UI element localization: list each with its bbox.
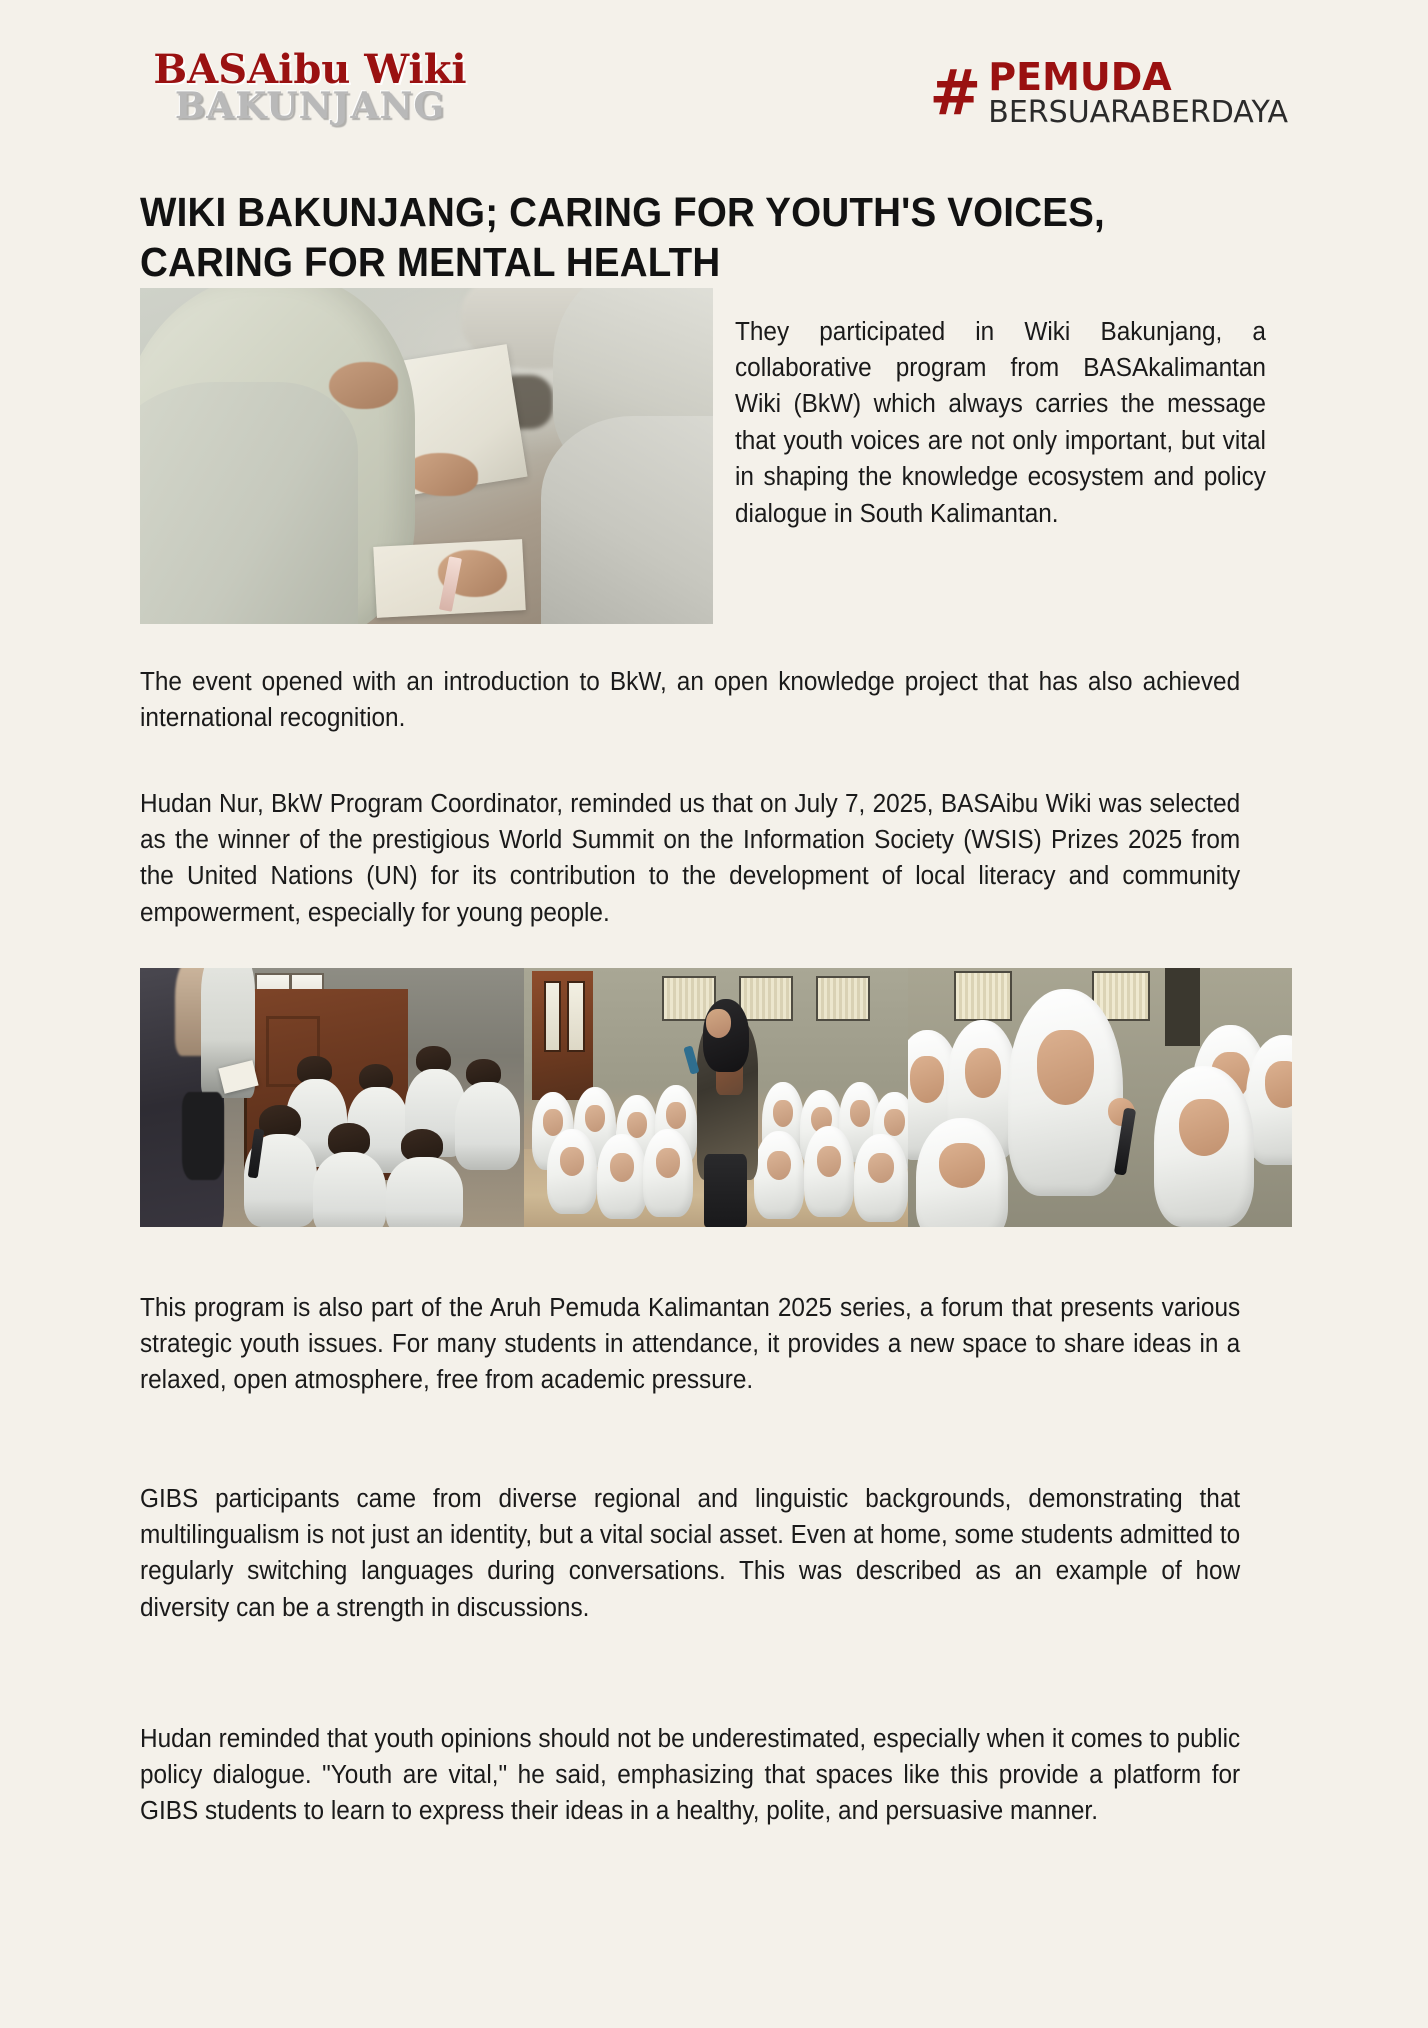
logo-right-text-stack	[988, 55, 1288, 130]
paragraph-closing: Hudan reminded that youth opinions should not be underestimated, especially when it comes to public policy dialogue. "Youth are vital," he said, emphasizing that spaces like this provide a platform for GIBS students to learn to express their ideas in a healthy, polite, and persuasive manner.	[140, 1724, 1241, 1826]
paragraph-event-opened: The event opened with an introduction to BkW, an open knowledge project that has also achieved international recognition.	[140, 667, 1241, 732]
logo-pemuda-text: PEMUDA	[988, 55, 1172, 99]
hashtag-icon: #	[929, 55, 979, 129]
paragraph-hudan-wsis: Hudan Nur, BkW Program Coordinator, reminded us that on July 7, 2025, BASAibu Wiki was selected as the winner of the prestigious World Summit on the Information Society (WSIS) Prizes 2025 from the United Nations (UN) for its contribution to the development of local literacy and community empowerment, especially for young people.	[140, 789, 1241, 927]
basaibu-wiki-bakunjang-logo	[140, 46, 480, 127]
page-header	[0, 0, 1428, 150]
page-title	[140, 187, 1221, 287]
photo-student-speaking-into-mic	[908, 968, 1292, 1227]
paragraph-intro: They participated in Wiki Bakunjang, a collaborative program from BASAkalimantan Wiki (BkW) which always carries the message that youth voices are not only important, but vital in shaping the knowledge ecosystem and policy dialogue in South Kalimantan.	[735, 317, 1266, 528]
logo-brand-main-text: BASAibu Wiki	[153, 46, 467, 93]
photo-strip	[140, 968, 1292, 1227]
paragraph-aruh-pemuda: This program is also part of the Aruh Pemuda Kalimantan 2025 series, a forum that presents various strategic youth issues. For many students in attendance, it provides a new space to share ideas in a relaxed, open atmosphere, free from academic pressure.	[140, 1293, 1241, 1395]
logo-brand-sub-text: BAKUNJANG	[174, 85, 446, 127]
intro-section	[140, 288, 1292, 624]
page-title-line-2: CARING FOR MENTAL HEALTH	[140, 239, 721, 286]
logo-bersuaraberdaya-text: BERSUARABERDAYA	[988, 95, 1288, 130]
paragraph-gibs-multilingualism: GIBS participants came from diverse regional and linguistic backgrounds, demonstrating that multilingualism is not just an identity, but a vital social asset. Even at home, some students admitted to regularly switching languages during conversations. This was described as an example of how diversity can be a strength in discussions.	[140, 1484, 1241, 1622]
photo-students-writing	[140, 288, 713, 624]
page-title-line-1: WIKI BAKUNJANG; CARING FOR YOUTH'S VOICES,	[140, 189, 1105, 236]
pemuda-bersuaraberdaya-logo	[929, 55, 1288, 130]
photo-speaker-addressing-students	[524, 968, 908, 1227]
photo-boys-with-microphone	[140, 968, 524, 1227]
